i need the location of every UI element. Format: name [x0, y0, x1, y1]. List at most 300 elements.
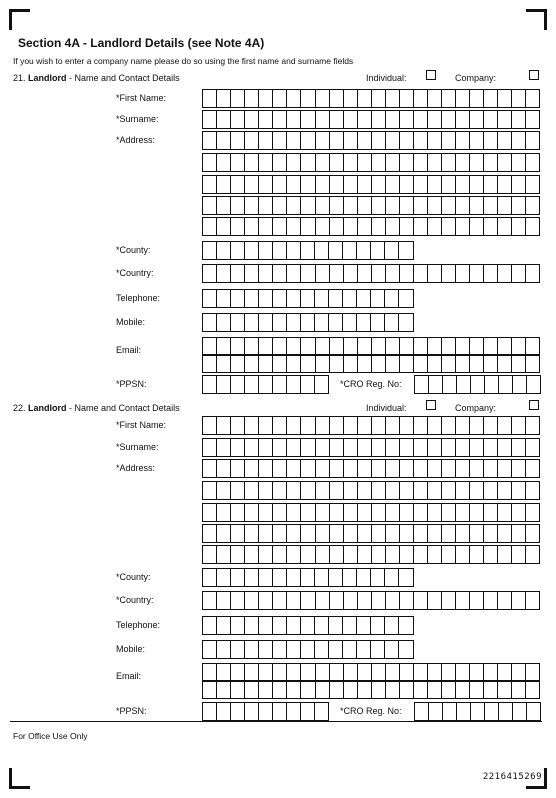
- char-cell[interactable]: [512, 681, 526, 698]
- char-cell[interactable]: [330, 417, 344, 434]
- char-cell[interactable]: [316, 417, 330, 434]
- char-cell[interactable]: [301, 460, 315, 477]
- char-cell[interactable]: [358, 592, 372, 609]
- company-checkbox[interactable]: [529, 70, 539, 80]
- char-cell[interactable]: [330, 265, 344, 282]
- char-cell[interactable]: [231, 703, 245, 720]
- char-cell[interactable]: [400, 504, 414, 521]
- char-cell[interactable]: [301, 681, 315, 698]
- char-cell[interactable]: [287, 664, 301, 681]
- char-cell[interactable]: [231, 546, 245, 563]
- char-cell[interactable]: [498, 546, 512, 563]
- char-cell[interactable]: [301, 111, 315, 128]
- char-cell[interactable]: [428, 460, 442, 477]
- char-cell[interactable]: [203, 439, 217, 456]
- char-cell[interactable]: [414, 525, 428, 542]
- char-cell[interactable]: [343, 290, 357, 307]
- char-cell[interactable]: [287, 176, 301, 193]
- char-cell[interactable]: [231, 681, 245, 698]
- char-cell[interactable]: [287, 460, 301, 477]
- char-cell[interactable]: [316, 176, 330, 193]
- char-cell[interactable]: [315, 569, 329, 586]
- char-cell[interactable]: [399, 569, 412, 586]
- char-cell[interactable]: [316, 218, 330, 235]
- char-cell[interactable]: [231, 154, 245, 171]
- char-cell[interactable]: [428, 525, 442, 542]
- char-cell[interactable]: [415, 703, 429, 720]
- char-cell[interactable]: [344, 132, 358, 149]
- char-cell[interactable]: [512, 132, 526, 149]
- char-cell[interactable]: [484, 111, 498, 128]
- address-line-3-field[interactable]: [202, 175, 540, 194]
- char-cell[interactable]: [386, 681, 400, 698]
- char-cell[interactable]: [217, 617, 231, 634]
- char-cell[interactable]: [512, 460, 526, 477]
- address-line-4-field[interactable]: [202, 524, 540, 543]
- char-cell[interactable]: [372, 417, 386, 434]
- char-cell[interactable]: [358, 176, 372, 193]
- char-cell[interactable]: [217, 218, 231, 235]
- char-cell[interactable]: [513, 703, 527, 720]
- char-cell[interactable]: [329, 641, 343, 658]
- char-cell[interactable]: [385, 314, 399, 331]
- char-cell[interactable]: [315, 290, 329, 307]
- char-cell[interactable]: [456, 132, 470, 149]
- char-cell[interactable]: [526, 664, 539, 681]
- char-cell[interactable]: [231, 482, 245, 499]
- char-cell[interactable]: [217, 569, 231, 586]
- char-cell[interactable]: [414, 132, 428, 149]
- address-line-5-field[interactable]: [202, 217, 540, 236]
- char-cell[interactable]: [456, 111, 470, 128]
- char-cell[interactable]: [259, 132, 273, 149]
- char-cell[interactable]: [203, 592, 217, 609]
- char-cell[interactable]: [470, 197, 484, 214]
- address-line-2-field[interactable]: [202, 481, 540, 500]
- char-cell[interactable]: [344, 546, 358, 563]
- char-cell[interactable]: [301, 218, 315, 235]
- cro-reg-field[interactable]: [414, 375, 541, 394]
- char-cell[interactable]: [414, 218, 428, 235]
- char-cell[interactable]: [512, 439, 526, 456]
- char-cell[interactable]: [414, 355, 428, 372]
- char-cell[interactable]: [386, 111, 400, 128]
- char-cell[interactable]: [330, 482, 344, 499]
- char-cell[interactable]: [245, 111, 259, 128]
- char-cell[interactable]: [287, 482, 301, 499]
- char-cell[interactable]: [372, 525, 386, 542]
- char-cell[interactable]: [245, 176, 259, 193]
- char-cell[interactable]: [301, 482, 315, 499]
- char-cell[interactable]: [484, 460, 498, 477]
- char-cell[interactable]: [498, 592, 512, 609]
- char-cell[interactable]: [344, 197, 358, 214]
- char-cell[interactable]: [428, 154, 442, 171]
- char-cell[interactable]: [273, 617, 287, 634]
- char-cell[interactable]: [259, 355, 273, 372]
- char-cell[interactable]: [330, 176, 344, 193]
- char-cell[interactable]: [203, 569, 217, 586]
- char-cell[interactable]: [231, 314, 245, 331]
- char-cell[interactable]: [484, 154, 498, 171]
- char-cell[interactable]: [315, 242, 329, 259]
- char-cell[interactable]: [273, 218, 287, 235]
- char-cell[interactable]: [400, 90, 414, 107]
- char-cell[interactable]: [470, 90, 484, 107]
- char-cell[interactable]: [287, 132, 301, 149]
- char-cell[interactable]: [273, 641, 287, 658]
- char-cell[interactable]: [316, 265, 330, 282]
- char-cell[interactable]: [231, 504, 245, 521]
- char-cell[interactable]: [273, 176, 287, 193]
- char-cell[interactable]: [344, 265, 358, 282]
- char-cell[interactable]: [442, 525, 456, 542]
- ppsn-field[interactable]: [202, 375, 329, 394]
- char-cell[interactable]: [273, 482, 287, 499]
- char-cell[interactable]: [399, 290, 412, 307]
- char-cell[interactable]: [428, 482, 442, 499]
- char-cell[interactable]: [512, 592, 526, 609]
- char-cell[interactable]: [372, 664, 386, 681]
- char-cell[interactable]: [203, 417, 217, 434]
- char-cell[interactable]: [400, 525, 414, 542]
- char-cell[interactable]: [287, 154, 301, 171]
- char-cell[interactable]: [203, 664, 217, 681]
- char-cell[interactable]: [414, 90, 428, 107]
- char-cell[interactable]: [301, 242, 315, 259]
- char-cell[interactable]: [231, 90, 245, 107]
- char-cell[interactable]: [386, 132, 400, 149]
- char-cell[interactable]: [343, 314, 357, 331]
- char-cell[interactable]: [371, 290, 385, 307]
- char-cell[interactable]: [273, 681, 287, 698]
- char-cell[interactable]: [231, 111, 245, 128]
- char-cell[interactable]: [245, 504, 259, 521]
- char-cell[interactable]: [273, 355, 287, 372]
- char-cell[interactable]: [428, 218, 442, 235]
- char-cell[interactable]: [526, 132, 539, 149]
- char-cell[interactable]: [414, 460, 428, 477]
- char-cell[interactable]: [301, 617, 315, 634]
- char-cell[interactable]: [428, 417, 442, 434]
- char-cell[interactable]: [358, 664, 372, 681]
- char-cell[interactable]: [414, 664, 428, 681]
- char-cell[interactable]: [316, 355, 330, 372]
- char-cell[interactable]: [385, 242, 399, 259]
- char-cell[interactable]: [526, 417, 539, 434]
- char-cell[interactable]: [443, 703, 457, 720]
- char-cell[interactable]: [231, 197, 245, 214]
- char-cell[interactable]: [301, 355, 315, 372]
- char-cell[interactable]: [344, 460, 358, 477]
- mobile-field[interactable]: [202, 640, 414, 659]
- char-cell[interactable]: [428, 338, 442, 355]
- individual-checkbox[interactable]: [426, 70, 436, 80]
- char-cell[interactable]: [372, 197, 386, 214]
- char-cell[interactable]: [316, 681, 330, 698]
- char-cell[interactable]: [442, 482, 456, 499]
- char-cell[interactable]: [386, 218, 400, 235]
- char-cell[interactable]: [428, 111, 442, 128]
- char-cell[interactable]: [217, 439, 231, 456]
- char-cell[interactable]: [372, 482, 386, 499]
- char-cell[interactable]: [470, 504, 484, 521]
- char-cell[interactable]: [470, 218, 484, 235]
- char-cell[interactable]: [217, 592, 231, 609]
- char-cell[interactable]: [231, 460, 245, 477]
- char-cell[interactable]: [287, 218, 301, 235]
- char-cell[interactable]: [245, 482, 259, 499]
- telephone-field[interactable]: [202, 616, 414, 635]
- char-cell[interactable]: [259, 111, 273, 128]
- char-cell[interactable]: [343, 617, 357, 634]
- char-cell[interactable]: [442, 504, 456, 521]
- char-cell[interactable]: [498, 460, 512, 477]
- char-cell[interactable]: [456, 439, 470, 456]
- char-cell[interactable]: [259, 592, 273, 609]
- char-cell[interactable]: [344, 439, 358, 456]
- char-cell[interactable]: [414, 111, 428, 128]
- char-cell[interactable]: [358, 132, 372, 149]
- char-cell[interactable]: [330, 111, 344, 128]
- char-cell[interactable]: [344, 176, 358, 193]
- char-cell[interactable]: [358, 90, 372, 107]
- char-cell[interactable]: [372, 439, 386, 456]
- char-cell[interactable]: [386, 525, 400, 542]
- char-cell[interactable]: [316, 482, 330, 499]
- char-cell[interactable]: [371, 641, 385, 658]
- char-cell[interactable]: [498, 111, 512, 128]
- char-cell[interactable]: [414, 338, 428, 355]
- char-cell[interactable]: [512, 218, 526, 235]
- char-cell[interactable]: [231, 338, 245, 355]
- char-cell[interactable]: [526, 218, 539, 235]
- char-cell[interactable]: [385, 641, 399, 658]
- char-cell[interactable]: [442, 90, 456, 107]
- char-cell[interactable]: [344, 355, 358, 372]
- char-cell[interactable]: [245, 242, 259, 259]
- char-cell[interactable]: [231, 242, 245, 259]
- char-cell[interactable]: [316, 460, 330, 477]
- char-cell[interactable]: [316, 546, 330, 563]
- char-cell[interactable]: [358, 197, 372, 214]
- surname-field[interactable]: [202, 110, 540, 129]
- char-cell[interactable]: [344, 664, 358, 681]
- char-cell[interactable]: [512, 154, 526, 171]
- char-cell[interactable]: [316, 90, 330, 107]
- char-cell[interactable]: [203, 111, 217, 128]
- char-cell[interactable]: [330, 218, 344, 235]
- char-cell[interactable]: [442, 197, 456, 214]
- char-cell[interactable]: [203, 482, 217, 499]
- char-cell[interactable]: [231, 218, 245, 235]
- char-cell[interactable]: [357, 617, 371, 634]
- char-cell[interactable]: [217, 664, 231, 681]
- char-cell[interactable]: [287, 265, 301, 282]
- char-cell[interactable]: [400, 482, 414, 499]
- char-cell[interactable]: [245, 617, 259, 634]
- char-cell[interactable]: [372, 90, 386, 107]
- char-cell[interactable]: [428, 265, 442, 282]
- char-cell[interactable]: [372, 338, 386, 355]
- char-cell[interactable]: [526, 460, 539, 477]
- char-cell[interactable]: [273, 132, 287, 149]
- char-cell[interactable]: [330, 154, 344, 171]
- char-cell[interactable]: [456, 417, 470, 434]
- char-cell[interactable]: [259, 703, 273, 720]
- char-cell[interactable]: [443, 376, 457, 393]
- char-cell[interactable]: [203, 218, 217, 235]
- char-cell[interactable]: [259, 525, 273, 542]
- address-line-1-field[interactable]: [202, 131, 540, 150]
- char-cell[interactable]: [259, 439, 273, 456]
- char-cell[interactable]: [456, 176, 470, 193]
- char-cell[interactable]: [343, 641, 357, 658]
- char-cell[interactable]: [400, 111, 414, 128]
- char-cell[interactable]: [414, 482, 428, 499]
- char-cell[interactable]: [315, 376, 328, 393]
- address-line-1-field[interactable]: [202, 459, 540, 478]
- char-cell[interactable]: [344, 504, 358, 521]
- char-cell[interactable]: [287, 525, 301, 542]
- char-cell[interactable]: [273, 439, 287, 456]
- char-cell[interactable]: [316, 439, 330, 456]
- char-cell[interactable]: [386, 265, 400, 282]
- char-cell[interactable]: [513, 376, 527, 393]
- char-cell[interactable]: [442, 460, 456, 477]
- char-cell[interactable]: [386, 546, 400, 563]
- char-cell[interactable]: [400, 546, 414, 563]
- char-cell[interactable]: [372, 504, 386, 521]
- char-cell[interactable]: [470, 355, 484, 372]
- char-cell[interactable]: [287, 290, 301, 307]
- char-cell[interactable]: [372, 176, 386, 193]
- char-cell[interactable]: [259, 681, 273, 698]
- char-cell[interactable]: [231, 592, 245, 609]
- char-cell[interactable]: [485, 703, 499, 720]
- char-cell[interactable]: [484, 439, 498, 456]
- char-cell[interactable]: [498, 664, 512, 681]
- char-cell[interactable]: [428, 439, 442, 456]
- county-field[interactable]: [202, 241, 414, 260]
- char-cell[interactable]: [301, 376, 315, 393]
- char-cell[interactable]: [231, 290, 245, 307]
- char-cell[interactable]: [301, 504, 315, 521]
- char-cell[interactable]: [329, 617, 343, 634]
- char-cell[interactable]: [301, 569, 315, 586]
- char-cell[interactable]: [442, 132, 456, 149]
- char-cell[interactable]: [344, 417, 358, 434]
- char-cell[interactable]: [301, 592, 315, 609]
- char-cell[interactable]: [484, 525, 498, 542]
- char-cell[interactable]: [217, 90, 231, 107]
- char-cell[interactable]: [217, 132, 231, 149]
- char-cell[interactable]: [442, 592, 456, 609]
- char-cell[interactable]: [245, 525, 259, 542]
- char-cell[interactable]: [456, 154, 470, 171]
- char-cell[interactable]: [400, 176, 414, 193]
- char-cell[interactable]: [470, 546, 484, 563]
- char-cell[interactable]: [386, 338, 400, 355]
- char-cell[interactable]: [259, 641, 273, 658]
- char-cell[interactable]: [484, 218, 498, 235]
- char-cell[interactable]: [217, 703, 231, 720]
- char-cell[interactable]: [344, 525, 358, 542]
- char-cell[interactable]: [470, 265, 484, 282]
- char-cell[interactable]: [526, 504, 539, 521]
- char-cell[interactable]: [428, 664, 442, 681]
- char-cell[interactable]: [429, 376, 443, 393]
- char-cell[interactable]: [442, 546, 456, 563]
- char-cell[interactable]: [400, 681, 414, 698]
- char-cell[interactable]: [456, 664, 470, 681]
- char-cell[interactable]: [470, 482, 484, 499]
- char-cell[interactable]: [400, 218, 414, 235]
- char-cell[interactable]: [231, 664, 245, 681]
- char-cell[interactable]: [203, 617, 217, 634]
- char-cell[interactable]: [484, 504, 498, 521]
- char-cell[interactable]: [442, 355, 456, 372]
- char-cell[interactable]: [399, 641, 412, 658]
- char-cell[interactable]: [484, 265, 498, 282]
- char-cell[interactable]: [372, 218, 386, 235]
- char-cell[interactable]: [231, 641, 245, 658]
- char-cell[interactable]: [371, 314, 385, 331]
- char-cell[interactable]: [203, 154, 217, 171]
- char-cell[interactable]: [287, 314, 301, 331]
- char-cell[interactable]: [245, 703, 259, 720]
- char-cell[interactable]: [217, 681, 231, 698]
- char-cell[interactable]: [512, 90, 526, 107]
- char-cell[interactable]: [414, 417, 428, 434]
- cro-reg-field[interactable]: [414, 702, 541, 721]
- char-cell[interactable]: [329, 314, 343, 331]
- char-cell[interactable]: [344, 218, 358, 235]
- char-cell[interactable]: [414, 592, 428, 609]
- char-cell[interactable]: [245, 90, 259, 107]
- char-cell[interactable]: [203, 90, 217, 107]
- char-cell[interactable]: [512, 525, 526, 542]
- char-cell[interactable]: [259, 504, 273, 521]
- char-cell[interactable]: [512, 176, 526, 193]
- char-cell[interactable]: [372, 355, 386, 372]
- char-cell[interactable]: [217, 482, 231, 499]
- country-field[interactable]: [202, 264, 540, 283]
- email-line-2-field[interactable]: [202, 680, 540, 699]
- char-cell[interactable]: [400, 338, 414, 355]
- char-cell[interactable]: [287, 111, 301, 128]
- char-cell[interactable]: [287, 242, 301, 259]
- char-cell[interactable]: [245, 154, 259, 171]
- char-cell[interactable]: [512, 546, 526, 563]
- char-cell[interactable]: [385, 290, 399, 307]
- char-cell[interactable]: [217, 338, 231, 355]
- char-cell[interactable]: [358, 338, 372, 355]
- char-cell[interactable]: [442, 154, 456, 171]
- char-cell[interactable]: [414, 681, 428, 698]
- char-cell[interactable]: [330, 338, 344, 355]
- char-cell[interactable]: [344, 338, 358, 355]
- char-cell[interactable]: [231, 569, 245, 586]
- char-cell[interactable]: [273, 197, 287, 214]
- char-cell[interactable]: [217, 355, 231, 372]
- char-cell[interactable]: [470, 439, 484, 456]
- char-cell[interactable]: [287, 355, 301, 372]
- char-cell[interactable]: [245, 460, 259, 477]
- char-cell[interactable]: [372, 681, 386, 698]
- char-cell[interactable]: [259, 154, 273, 171]
- char-cell[interactable]: [357, 314, 371, 331]
